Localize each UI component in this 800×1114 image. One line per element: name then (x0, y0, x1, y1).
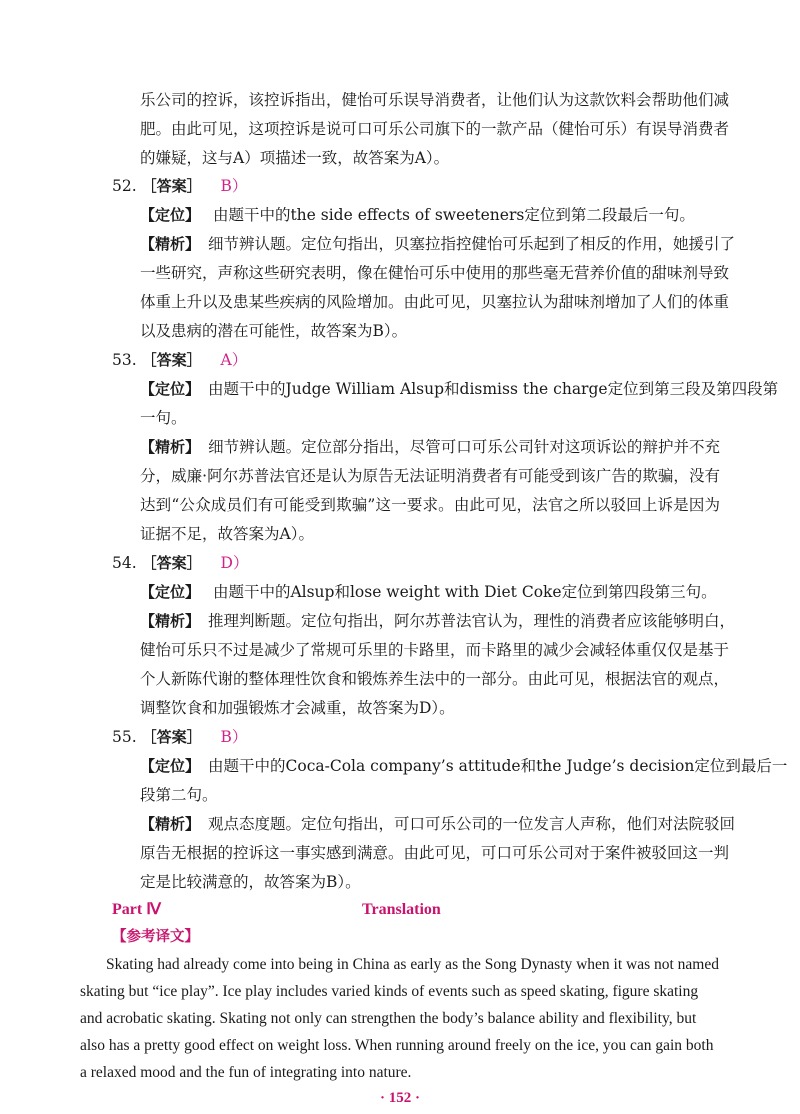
locate-text: 由题干中的Alsup和lose weight with Diet Coke定位到第四段第三句。 (212, 583, 717, 601)
locate-row-55 (140, 756, 788, 776)
answer-value: A） (220, 351, 248, 369)
translation-line: a relaxed mood and the fun of integrating into nature. (80, 1064, 412, 1081)
analysis-line: 原告无根据的控诉这一事实感到满意。由此可见，可口可乐公司对于案件被驳回这一判 (140, 844, 730, 862)
translation-line: Skating had already come into being in China as early as the Song Dynasty when it was not named (106, 956, 719, 973)
answer-label: ［答案］ (141, 351, 202, 369)
question-number: 55. (112, 728, 137, 746)
translation-line: skating but “ice play”. Ice play includes varied kinds of events such as speed skating, figure skating (80, 983, 699, 1000)
analysis-line: 一些研究，声称这些研究表明，像在健怡可乐中使用的那些毫无营养价值的甜味剂导致 (140, 264, 730, 282)
part-label: Part Ⅳ (112, 901, 161, 918)
intro-line-2: 肥。由此可见，这项控诉是说可口可乐公司旗下的一款产品（健怡可乐）有误导消费者 (140, 120, 730, 138)
analysis-label: 【精析】 (140, 612, 201, 630)
answer-value: B） (220, 728, 248, 746)
analysis-line: 达到“公众成员们有可能受到欺骗”这一要求。由此可见，法官之所以驳回上诉是因为 (140, 496, 720, 514)
locate-text: 由题干中的Judge William Alsup和dismiss the charge定位到第三段及第四段第 (208, 380, 779, 398)
locate-row-54 (140, 582, 717, 602)
answer-value: B） (220, 177, 248, 195)
analysis-line: 分，威廉·阿尔苏普法官还是认为原告无法证明消费者有可能受到该广告的欺骗，没有 (140, 467, 720, 485)
translation-line: also has a pretty good effect on weight loss. When running around freely on the ice, you can gain both (80, 1037, 714, 1054)
analysis-line (140, 234, 736, 254)
locate-text: 由题干中的Coca-Cola company’s attitude和the Judge’s decision定位到最后一 (208, 757, 788, 775)
answer-label: ［答案］ (141, 554, 202, 572)
analysis-label: 【精析】 (140, 438, 201, 456)
analysis-line (140, 611, 736, 631)
page-number: · 152 · (379, 1090, 420, 1106)
answer-row-53 (112, 350, 247, 370)
question-number: 52. (112, 177, 137, 195)
answer-label: ［答案］ (141, 177, 202, 195)
reference-translation-label: 【参考译文】 (112, 929, 199, 945)
analysis-line: 个人新陈代谢的整体理性饮食和锻炼养生法中的一部分。由此可见，根据法官的观点， (140, 670, 730, 688)
analysis-line: 健怡可乐只不过是减少了常规可乐里的卡路里，而卡路里的减少会减轻体重仅仅是基于 (140, 641, 730, 659)
locate-label: 【定位】 (140, 206, 201, 224)
locate-text-cont: 段第二句。 (140, 786, 218, 804)
analysis-label: 【精析】 (140, 235, 201, 253)
analysis-line: 以及患病的潜在可能性，故答案为B）。 (140, 322, 408, 340)
locate-text: 由题干中的the side effects of sweeteners定位到第二段最后一句。 (212, 206, 695, 224)
question-number: 53. (112, 351, 137, 369)
analysis-label: 【精析】 (140, 815, 201, 833)
analysis-line: 定是比较满意的，故答案为B）。 (140, 873, 361, 891)
answer-label: ［答案］ (141, 728, 202, 746)
locate-label: 【定位】 (140, 380, 201, 398)
answer-value: D） (220, 554, 249, 572)
analysis-text: 细节辨认题。定位部分指出，尽管可口可乐公司针对这项诉讼的辩护并不充 (208, 438, 720, 456)
translation-line: and acrobatic skating. Skating not only can strengthen the body’s balance ability and flexibility, but (80, 1010, 697, 1027)
analysis-line: 体重上升以及患某些疾病的风险增加。由此可见，贝塞拉认为甜味剂增加了人们的体重 (140, 293, 730, 311)
locate-row-52 (140, 205, 695, 225)
analysis-line (140, 814, 736, 834)
answer-row-54 (112, 553, 248, 573)
part-title: Translation (362, 901, 441, 918)
analysis-line: 证据不足，故答案为A）。 (140, 525, 314, 543)
analysis-text: 推理判断题。定位句指出，阿尔苏普法官认为，理性的消费者应该能够明白， (208, 612, 736, 630)
analysis-text: 观点态度题。定位句指出，可口可乐公司的一位发言人声称，他们对法院驳回 (208, 815, 736, 833)
analysis-line (140, 437, 720, 457)
answer-row-52 (112, 176, 247, 196)
analysis-text: 细节辨认题。定位句指出，贝塞拉指控健怡可乐起到了相反的作用，她援引了 (208, 235, 736, 253)
locate-label: 【定位】 (140, 583, 201, 601)
analysis-line: 调整饮食和加强锻炼才会减重，故答案为D）。 (140, 699, 455, 717)
question-number: 54. (112, 554, 137, 572)
answer-row-55 (112, 727, 247, 747)
locate-label: 【定位】 (140, 757, 201, 775)
locate-text-cont: 一句。 (140, 409, 187, 427)
intro-line-3: 的嫌疑，这与A）项描述一致，故答案为A）。 (140, 149, 450, 167)
intro-line-1: 乐公司的控诉，该控诉指出，健怡可乐误导消费者，让他们认为这款饮料会帮助他们减 (140, 91, 730, 109)
locate-row-53 (140, 379, 779, 399)
